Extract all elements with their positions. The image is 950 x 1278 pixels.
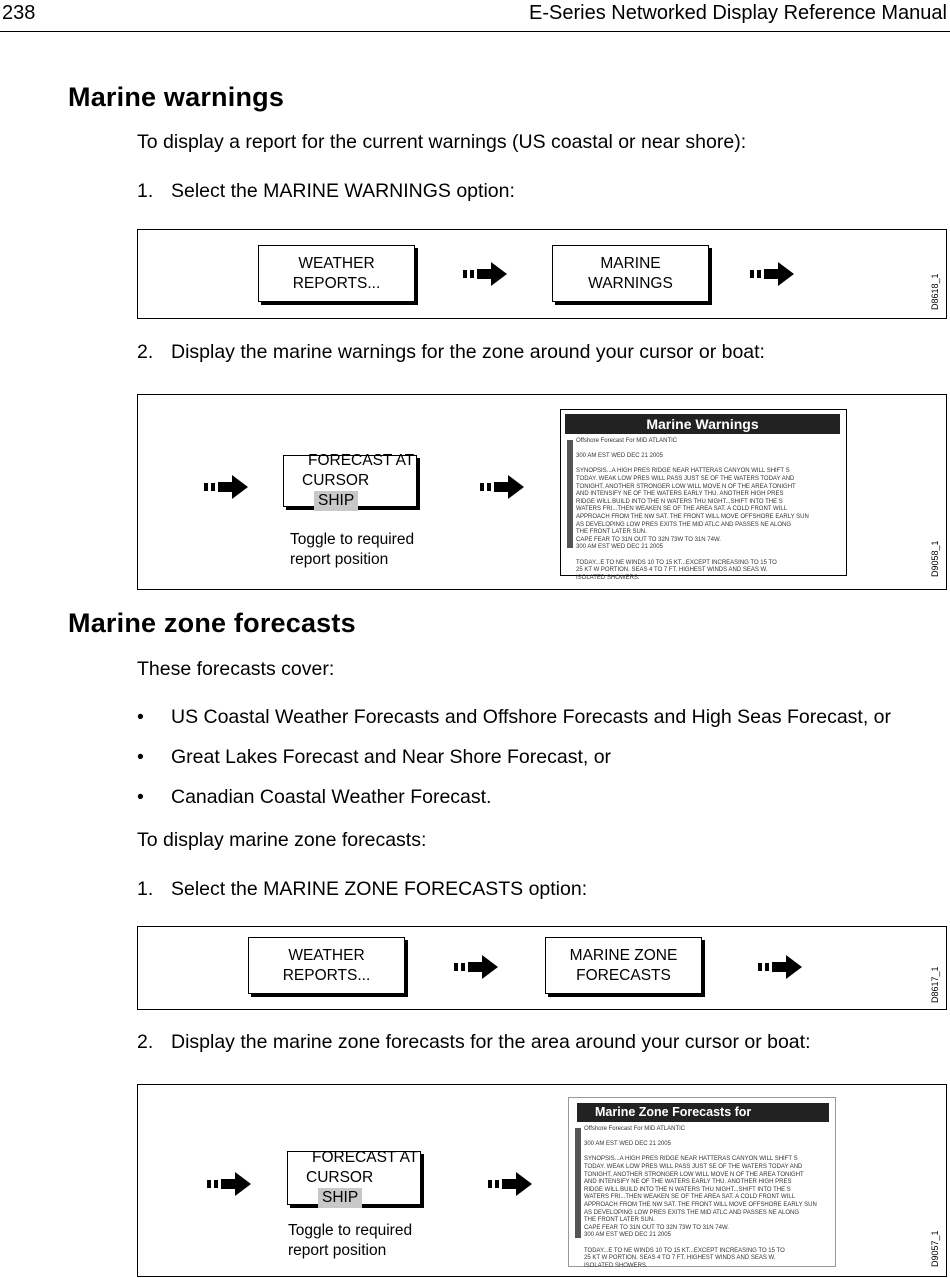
step-text: Select the MARINE ZONE FORECASTS option: — [171, 878, 588, 900]
step-number: 2. — [137, 341, 154, 363]
bullet-icon: • — [137, 786, 144, 808]
softkey-line-2: REPORTS... — [292, 274, 381, 292]
screen-report-text: Offshore Forecast For MID ATLANTIC 300 AM EST WED DEC 21 2005 SYNOPSIS...A HIGH PRES RIDGE NEAR HATTERAS CANYON WILL SHIFT S TODAY. WEAK LOW PRES WILL PASS JUST SE OF THE WATERS TODAY AND TONIGHT. ANOTHER STRONGER LOW WILL MOVE N OF THE AREA TONIGHT AND INTENSIFY NE OF THE WATERS EARLY THU. ANOTHER HIGH PRES RIDGE WILL BUILD INTO THE N WATERS THU NIGHT...SHIFT INTO THE S WATERS FRI...THEN WEAKEN SE OF THE AREA SAT. A COLD FRONT WILL APPROACH FROM THE NW SAT. THE FRONT WILL MOVE OFFSHORE EARLY SUN AS DEVELOPING LOW PRES EXITS THE MID ATLC AND PASSES NE ALONG THE FRONT LATER SUN. CAPE FEAR TO 31N OUT TO 32N 73W TO 31N 74W. 300 AM EST WED DEC 21 2005 TODAY...E TO NE WINDS 10 TO 15 KT...EXCEPT INCREASING TO 15 TO 25 KT W PORTION. SEAS 4 TO 7 FT. HIGHEST WINDS AND SEAS W. ISOLATED SHOWERS. — [576, 438, 809, 581]
right-arrow-icon — [454, 954, 500, 980]
forecast-at-cursor-softkey[interactable] — [283, 452, 417, 509]
right-arrow-icon — [207, 1171, 253, 1197]
list-item-text: Canadian Coastal Weather Forecast. — [171, 786, 492, 808]
softkey-line-1: MARINE — [600, 254, 661, 272]
weather-reports-softkey[interactable] — [258, 245, 415, 302]
screen-title: Marine Warnings — [565, 414, 840, 434]
step-number: 1. — [137, 878, 154, 900]
page-number: 238 — [2, 2, 36, 24]
step-text: Select the MARINE WARNINGS option: — [171, 180, 515, 202]
softkey-line-1: WEATHER — [298, 254, 375, 272]
diagram-id: D9057_1 — [930, 1230, 940, 1267]
step-number: 2. — [137, 1031, 154, 1053]
manual-title: E-Series Networked Display Reference Manual — [529, 2, 947, 24]
scrollbar — [575, 1128, 581, 1238]
marine-warnings-screen — [560, 409, 847, 581]
ship-toggle-option: SHIP — [314, 491, 358, 511]
marine-warnings-step-2 — [137, 341, 765, 364]
screen-report-text: Offshore Forecast For MID ATLANTIC 300 AM EST WED DEC 21 2005 SYNOPSIS...A HIGH PRES RIDGE NEAR HATTERAS CANYON WILL SHIFT S TODAY. WEAK LOW PRES WILL PASS JUST SE OF THE WATERS TODAY AND TONIGHT. ANOTHER STRONGER LOW WILL MOVE N OF THE AREA TONIGHT AND INTENSIFY NE OF THE WATERS EARLY THU. ANOTHER HIGH PRES RIDGE WILL BUILD INTO THE N WATERS THU NIGHT...SHIFT INTO THE S WATERS FRI...THEN WEAKEN SE OF THE AREA SAT. A COLD FRONT WILL APPROACH FROM THE NW SAT. THE FRONT WILL MOVE OFFSHORE EARLY SUN AS DEVELOPING LOW PRES EXITS THE MID ATLC AND PASSES NE ALONG THE FRONT LATER SUN. CAPE FEAR TO 31N OUT TO 32N 73W TO 31N 74W. 300 AM EST WED DEC 21 2005 TODAY...E TO NE WINDS 10 TO 15 KT...EXCEPT INCREASING TO 15 TO 25 KT W PORTION. SEAS 4 TO 7 FT. HIGHEST WINDS AND SEAS W. ISOLATED SHOWERS. — [584, 1126, 817, 1269]
right-arrow-icon — [463, 261, 509, 287]
toggle-note — [290, 530, 414, 570]
diagram-id: D9058_1 — [930, 540, 940, 577]
marine-zone-forecasts-screen — [568, 1097, 836, 1267]
note-line-1: Toggle to required — [290, 531, 415, 548]
ship-toggle-option: SHIP — [318, 1188, 362, 1208]
diagram-marine-warnings-select — [137, 229, 947, 319]
bullet-icon: • — [137, 706, 144, 728]
forecast-at-cursor-softkey[interactable] — [287, 1151, 421, 1205]
step-text: Display the marine warnings for the zone around your cursor or boat: — [171, 341, 765, 363]
header-rule — [0, 31, 950, 32]
diagram-id: D8618_1 — [930, 273, 940, 310]
right-arrow-icon — [204, 474, 250, 500]
list-item — [137, 746, 611, 769]
marine-zone-step-2 — [137, 1031, 811, 1054]
right-arrow-icon — [480, 474, 526, 500]
weather-reports-softkey[interactable] — [248, 937, 405, 994]
right-arrow-icon — [488, 1171, 534, 1197]
softkey-line-2: CURSOR — [302, 472, 370, 489]
marine-zone-step-1 — [137, 878, 587, 901]
right-arrow-icon — [750, 261, 796, 287]
softkey-line-1: FORECAST AT — [312, 1149, 419, 1166]
note-line-2: report position — [288, 1242, 387, 1259]
softkey-line-1: MARINE ZONE — [569, 946, 678, 964]
marine-zone-intro: These forecasts cover: — [137, 658, 335, 680]
list-item — [137, 706, 891, 729]
screen-title: Marine Zone Forecasts for — [577, 1103, 829, 1122]
softkey-line-1: WEATHER — [288, 946, 365, 964]
marine-warnings-softkey[interactable] — [552, 245, 709, 302]
softkey-line-2: WARNINGS — [588, 274, 673, 292]
softkey-line-2: REPORTS... — [282, 966, 371, 984]
softkey-line-1: FORECAST AT — [308, 452, 415, 469]
diagram-id: D8617_1 — [930, 966, 940, 1003]
diagram-marine-zone-display — [137, 1084, 947, 1277]
marine-warnings-step-1 — [137, 180, 515, 203]
section-heading-marine-zone-forecasts: Marine zone forecasts — [68, 608, 356, 638]
note-line-1: Toggle to required — [288, 1222, 413, 1239]
diagram-marine-warnings-display — [137, 394, 947, 590]
list-item-text: US Coastal Weather Forecasts and Offshore Forecasts and High Seas Forecast, or — [171, 706, 892, 728]
section-heading-marine-warnings: Marine warnings — [68, 82, 285, 112]
note-line-2: report position — [290, 551, 389, 568]
list-item — [137, 786, 491, 809]
step-text: Display the marine zone forecasts for the area around your cursor or boat: — [171, 1031, 811, 1053]
step-number: 1. — [137, 180, 154, 202]
softkey-line-2: FORECASTS — [576, 966, 671, 984]
softkey-line-2: CURSOR — [306, 1169, 374, 1186]
scrollbar — [567, 440, 573, 548]
bullet-icon: • — [137, 746, 144, 768]
toggle-note — [288, 1221, 412, 1261]
list-item-text: Great Lakes Forecast and Near Shore Forecast, or — [171, 746, 612, 768]
marine-zone-forecasts-softkey[interactable] — [545, 937, 702, 994]
marine-warnings-intro: To display a report for the current warnings (US coastal or near shore): — [137, 131, 747, 153]
marine-zone-intro-2: To display marine zone forecasts: — [137, 829, 427, 851]
diagram-marine-zone-select — [137, 926, 947, 1010]
right-arrow-icon — [758, 954, 804, 980]
